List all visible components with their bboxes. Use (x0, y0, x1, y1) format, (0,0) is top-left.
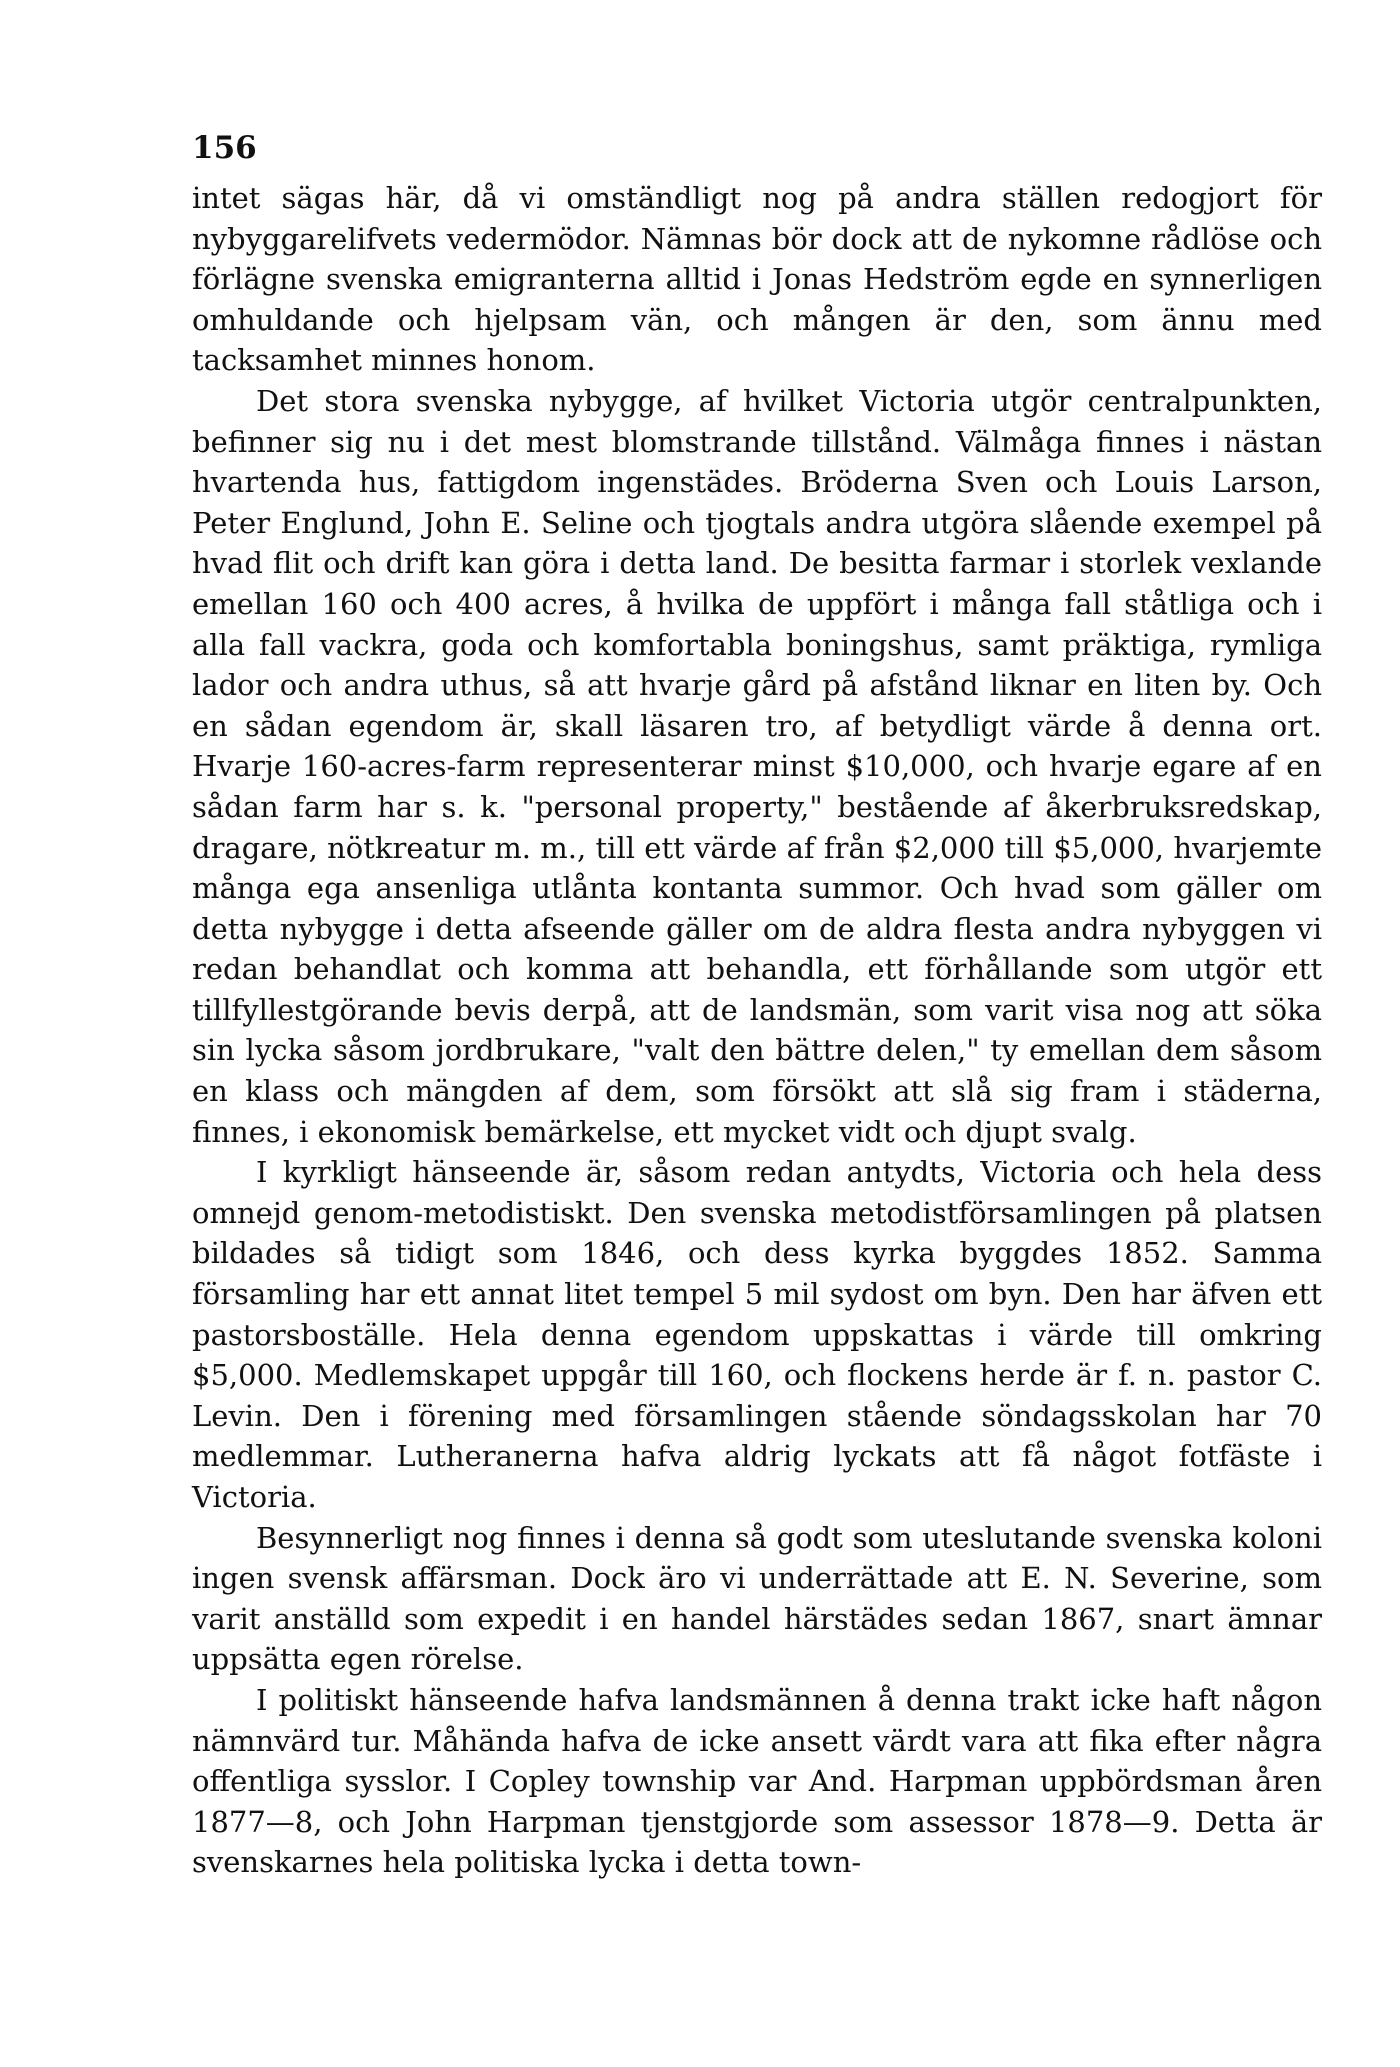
book-page (192, 130, 1322, 2040)
paragraph-victoria-settlement: Det stora svenska nybygge, af hvilket Victoria utgör centralpunkten, befinner sig nu i det mest blomstrande tillstånd. Välmåga finnes i nästan hvartenda hus, fattigdom ingenstädes. Bröderna Sven och Louis Larson, Peter Englund, John E. Seline och tjogtals andra utgöra slående exempel på hvad flit och drift kan göra i detta land. De besitta farmar i storlek vexlande emellan 160 och 400 acres, å hvilka de uppfört i många fall ståtliga och i alla fall vackra, goda och komfortabla boningshus, samt präktiga, rymliga lador och andra uthus, så att hvarje gård på afstånd liknar en liten by. Och en sådan egendom är, skall läsaren tro, af betydligt värde å denna ort. Hvarje 160-acres-farm representerar minst $10,000, och hvarje egare af en sådan farm har s. k. "personal property," bestående af åkerbruksredskap, dragare, nötkreatur m. m., till ett värde af från $2,000 till $5,000, hvarjemte många ega ansenliga utlånta kontanta summor. Och hvad som gäller om detta nybygge i detta afseende gäller om de aldra flesta andra nybyggen vi redan behandlat och komma att behandla, ett förhållande som utgör ett tillfyllestgörande bevis derpå, att de landsmän, som varit visa nog att söka sin lycka såsom jordbrukare, "valt den bättre delen," ty emellan dem såsom en klass och mängden af dem, som försökt att slå sig fram i städerna, finnes, i ekonomisk bemärkelse, ett mycket vidt och djupt svalg. (192, 383, 1322, 1149)
paragraph-business: Besynnerligt nog finnes i denna så godt som uteslutande svenska koloni ingen svensk affärsman. Dock äro vi underrättade att E. N. Severine, som varit anställd som expedit i en handel härstädes sedan 1867, snart ämnar uppsätta egen rörelse. (192, 1520, 1322, 1677)
paragraph-church: I kyrkligt hänseende är, såsom redan antydts, Victoria och hela dess omnejd genom-metodistiskt. Den svenska metodistförsamlingen på platsen bildades så tidigt som 1846, och dess kyrka byggdes 1852. Samma församling har ett annat litet tempel 5 mil sydost om byn. Den har äfven ett pastorsboställe. Hela denna egendom uppskattas i värde till omkring $5,000. Medlemskapet uppgår till 160, och flockens herde är f. n. pastor C. Levin. Den i förening med församlingen stående söndagsskolan har 70 medlemmar. Lutheranerna hafva aldrig lyckats att få något fotfäste i Victoria. (192, 1155, 1322, 1514)
paragraph-politics: I politiskt hänseende hafva landsmännen å denna trakt icke haft någon nämnvärd tur. Måhända hafva de icke ansett värdt vara att fika efter några offentliga sysslor. I Copley township var And. Harpman uppbördsman åren 1877—8, och John Harpman tjenstgjorde som assessor 1878—9. Detta är svenskarnes hela politiska lycka i detta town- (192, 1682, 1322, 1880)
paragraph-hedstrom: intet sägas här, då vi omständligt nog på andra ställen redogjort för nybyggarelifvets vedermödor. Nämnas bör dock att de nykomne rådlöse och förlägne svenska emigranterna alltid i Jonas Hedström egde en synnerligen omhuldande och hjelpsam vän, och mången är den, som ännu med tacksamhet minnes honom. (192, 181, 1322, 378)
page-number: 156 (192, 130, 257, 166)
